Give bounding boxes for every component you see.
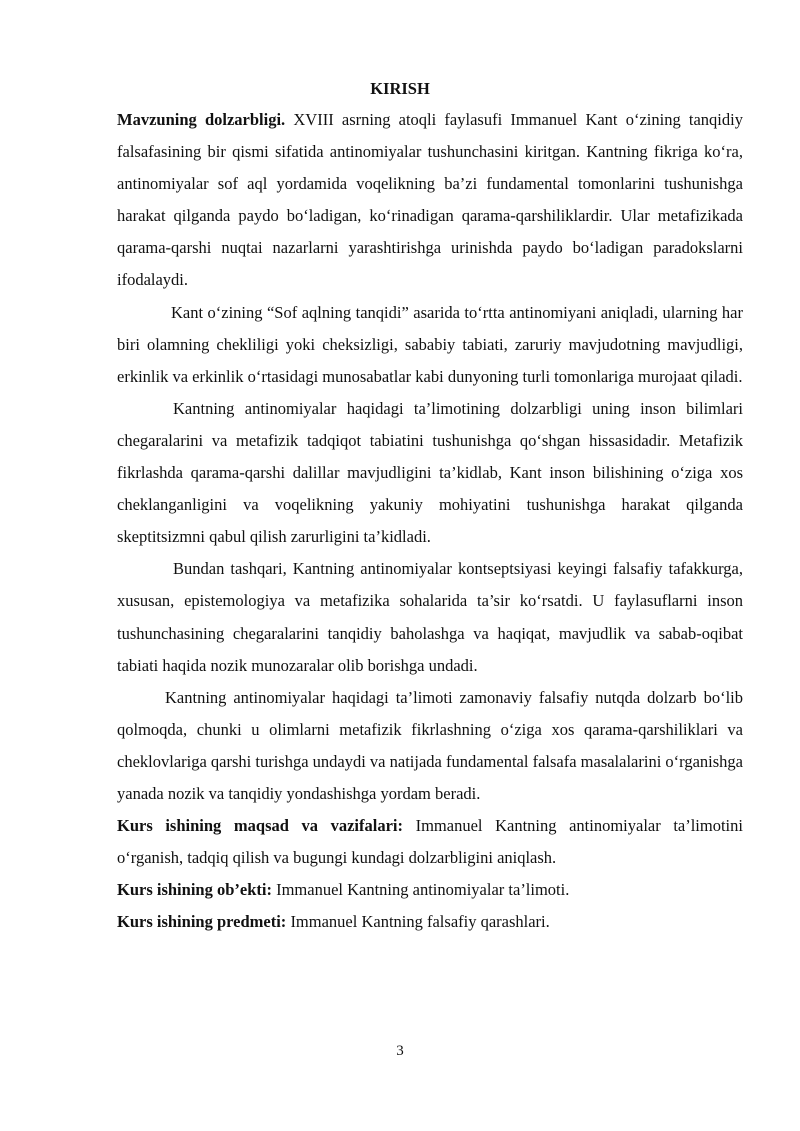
relevance-text: XVIII asrning atoqli faylasufi Immanuel Kant o‘zining tanqidiy falsafasining bir qismi sifatida antinomiyalar tushunchasini kiritgan. Kantning fikriga ko‘ra, antinomiyalar sof aql yordamida voqelikning ba’zi fundamental tomonlarini tushunishga harakat qilganda paydo bo‘ladigan, ko‘rinadigan qarama-qarshiliklardir. Ular metafizikada qarama-qarshi nuqtai nazarlarni yarashtirishga urinishda paydo bo‘ladigan paradokslarni ifodalaydi. [117,110,743,290]
page-number: 3 [396,1043,404,1059]
goal-text: Immanuel Kantning antinomiyalar ta’limotini o‘rganish, tadqiq qilish va bugungi kundagi dolzarbligini aniqlash. [117,816,743,868]
goal-label: Kurs ishining maqsad va vazifalari: [117,816,403,836]
relevance-label: Mavzuning dolzarbligi. [117,110,286,129]
body-paragraph: Kantning antinomiyalar haqidagi ta’limotining dolzarbligi uning inson bilimlari chegaralarini va metafizik tadqiqot tabiatini tushunishga qo‘shgan hissasidadir. Metafizik fikrlashda qarama-qarshi dalillar mavjudligini ta’kidlab, Kant inson bilishining o‘ziga xos cheklanganligini va voqelikning yakuniy mohiyatini tushunishga harakat qilganda skeptitsizmni qabul qilish zarurligini ta’kidladi. [117,398,743,547]
section-heading: KIRISH [370,79,430,98]
subject-label: Kurs ishining predmeti: [117,912,287,932]
object-label: Kurs ishining ob’ekti: [117,880,272,900]
document-body [117,104,743,938]
subject-text: Immanuel Kantning falsafiy qarashlari. [286,912,550,932]
goal-paragraph [117,810,743,874]
body-paragraph: Kantning antinomiyalar haqidagi ta’limoti zamonaviy falsafiy nutqda dolzarb bo‘lib qolmoqda, chunki u olimlarni metafizik fikrlashning o‘ziga xos qarama-qarshiliklari va cheklovlariga qarshi turishga undaydi va natijada fundamental falsafa masalalarini o‘rganishga yanada nozik va tanqidiy yondashishga yordam beradi. [117,687,744,803]
body-paragraph: Bundan tashqari, Kantning antinomiyalar kontseptsiyasi keyingi falsafiy tafakkurga, xususan, epistemologiya va metafizika sohalarida ta’sir ko‘rsatdi. U faylasuflarni inson tushunchasining chegaralarini tanqidiy baholashga va haqiqat, mavjudlik va sabab-oqibat tabiati haqida nozik munozaralar olib borishga undadi. [117,559,743,675]
subject-paragraph [117,906,743,938]
object-paragraph [117,874,743,906]
object-text: Immanuel Kantning antinomiyalar ta’limoti. [271,880,570,900]
body-paragraph: Kant o‘zining “Sof aqlning tanqidi” asarida to‘rtta antinomiyani aniqladi, ularning har biri olamning chekliligi yoki cheksizligi, sababiy tabiati, zaruriy mavjudotning mavjudligi, erkinlik va erkinlik o‘rtasidagi munosabatlar kabi dunyoning turli tomonlariga murojaat qiladi. [117,302,743,386]
relevance-paragraph [117,104,743,297]
